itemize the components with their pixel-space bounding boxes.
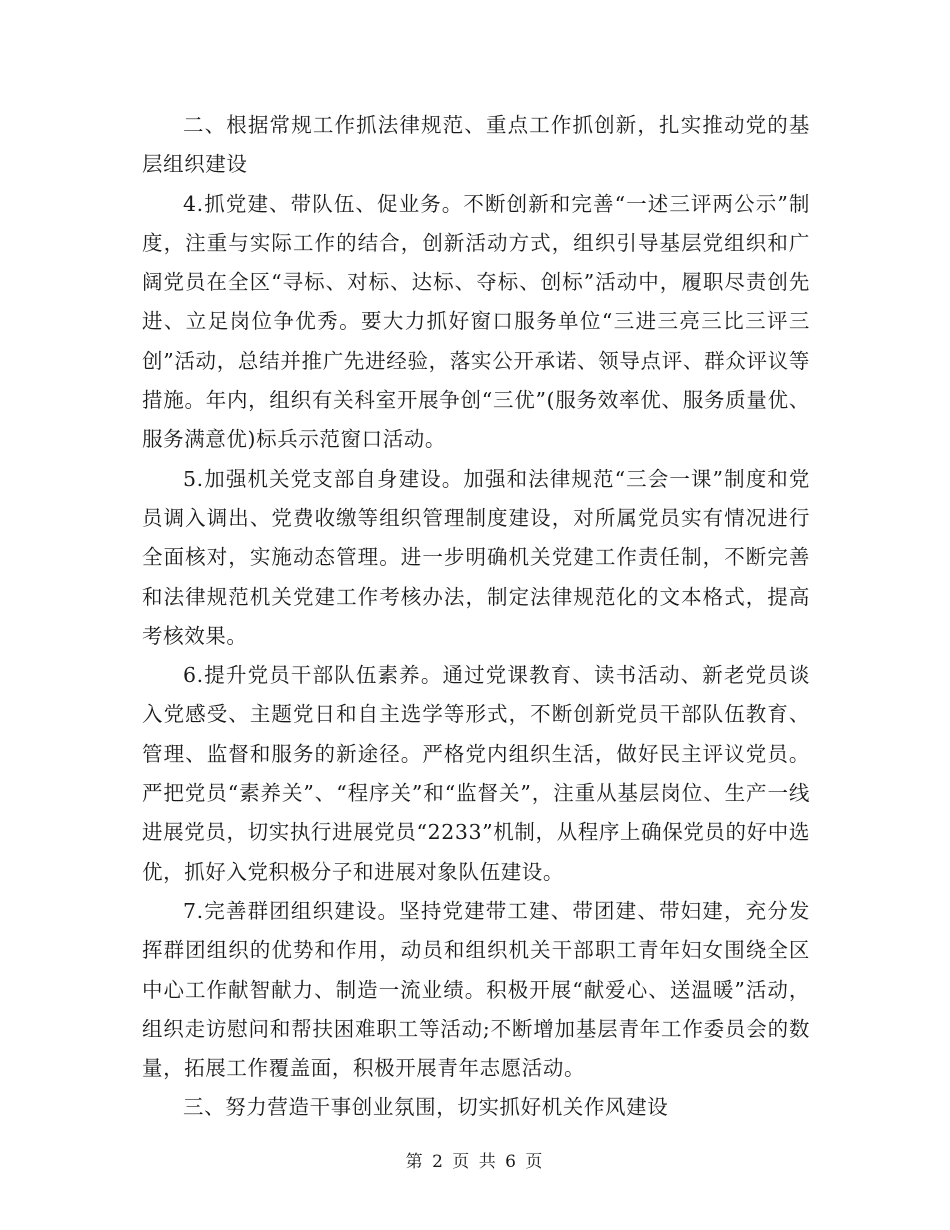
paragraph-item-4: 4.抓党建、带队伍、促业务。不断创新和完善“一述三评两公示”制度，注重与实际工作的结合，创新活动方式，组织引导基层党组织和广阔党员在全区“寻标、对标、达标、夺标、创标”活动中，履职尽责创先进、立足岗位争优秀。要大力抓好窗口服务单位“三进三亮三比三评三创”活动，总结并推广先进经验，落实公开承诺、领导点评、群众评议等措施。年内，组织有关科室开展争创“三优”(服务效率优、服务质量优、服务满意优)标兵示范窗口活动。 xyxy=(142,191,810,452)
paragraph-item-5: 5.加强机关党支部自身建设。加强和法律规范“三会一课”制度和党员调入调出、党费收缴等组织管理制度建设，对所属党员实有情况进行全面核对，实施动态管理。进一步明确机关党建工作责任制，不断完善和法律规范机关党建工作考核办法，制定法律规范化的文本格式，提高考核效果。 xyxy=(142,466,810,648)
section-heading-three: 三、努力营造干事创业氛围，切实抓好机关作风建设 xyxy=(183,1095,669,1120)
page-number-footer: 第 2 页 共 6 页 xyxy=(405,1152,545,1172)
paragraph-item-6: 6.提升党员干部队伍素养。通过党课教育、读书活动、新老党员谈入党感受、主题党日和自主选学等形式，不断创新党员干部队伍教育、管理、监督和服务的新途径。严格党内组织生活，做好民主评议党员。严把党员“素养关”、“程序关”和“监督关”，注重从基层岗位、生产一线进展党员，切实执行进展党员“2233”机制，从程序上确保党员的好中选优，抓好入党积极分子和进展对象队伍建设。 xyxy=(142,663,810,884)
document-body xyxy=(142,106,810,1128)
section-heading-two: 二、根据常规工作抓法律规范、重点工作抓创新，扎实推动党的基层组织建设 xyxy=(142,113,810,177)
paragraph-item-7: 7.完善群团组织建设。坚持党建带工建、带团建、带妇建，充分发挥群团组织的优势和作用，动员和组织机关干部职工青年妇女围绕全区中心工作献智献力、制造一流业绩。积极开展“献爱心、送温暖”活动，组织走访慰问和帮扶困难职工等活动;不断增加基层青年工作委员会的数量，拓展工作覆盖面，积极开展青年志愿活动。 xyxy=(142,898,810,1081)
